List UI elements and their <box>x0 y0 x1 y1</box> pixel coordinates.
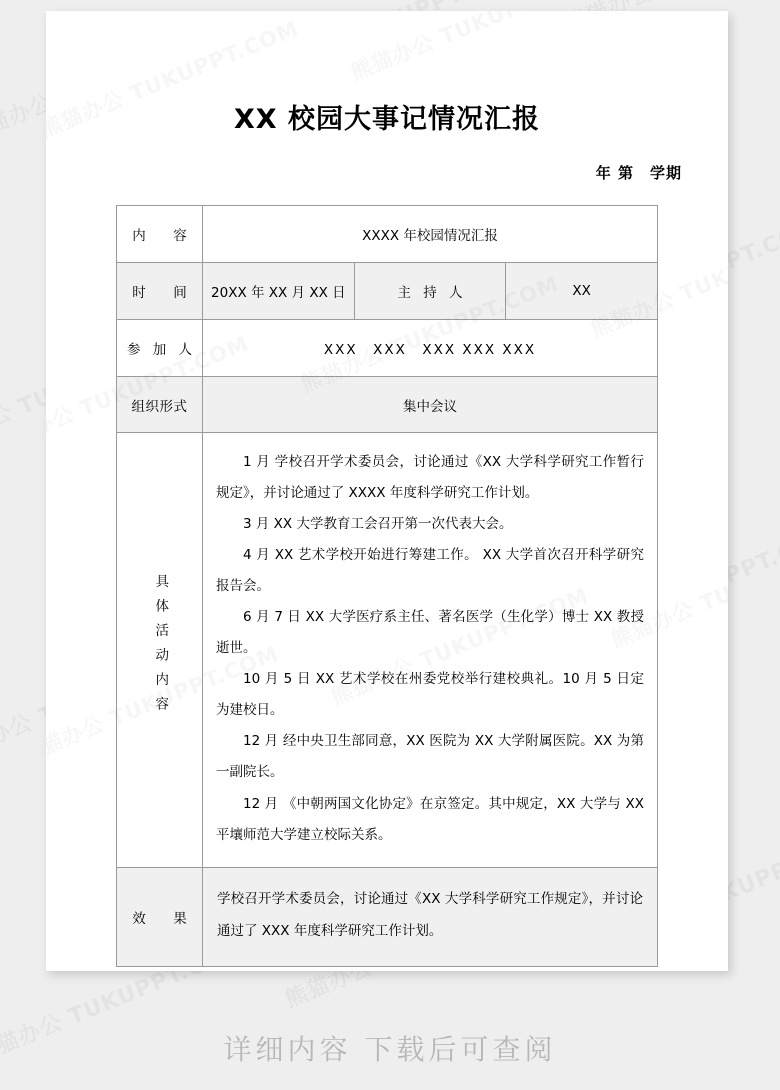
row-label-detail <box>117 433 203 868</box>
row-label-host: 主 持 人 <box>354 263 506 320</box>
row-value-detail[interactable] <box>203 433 658 868</box>
watermark-text <box>346 11 613 87</box>
detail-paragraph: 10 月 5 日 XX 艺术学校在州委党校举行建校典礼。10 月 5 日定为建校日。 <box>216 671 644 719</box>
table-row-participants <box>117 320 658 377</box>
table-row-effect <box>117 867 658 966</box>
row-value-host[interactable]: XX <box>506 263 658 320</box>
row-value-organization[interactable]: 集中会议 <box>203 377 658 433</box>
page-title: XX 校园大事记情况汇报 <box>233 104 541 135</box>
detail-paragraph: 12 月 《中朝两国文化协定》在京签定。其中规定，XX 大学与 XX 平壤师范大学建立校际关系。 <box>216 795 644 843</box>
download-caption: 详细内容 下载后可查阅 <box>223 1033 557 1066</box>
term-line: 年 第 学期 <box>595 164 682 182</box>
table-row-detail <box>117 433 658 868</box>
effect-paragraph: 学校召开学术委员会，讨论通过《XX 大学科学研究工作规定》，并讨论通过了 XXX 年度科学研究工作计划。 <box>217 890 643 939</box>
detail-paragraph: 3 月 XX 大学教育工会召开第一次代表大会。 <box>243 516 513 533</box>
row-label-organization: 组织形式 <box>117 377 203 433</box>
row-label-detail-text: 具体活动内容 <box>152 574 169 722</box>
table-row-content <box>117 206 658 263</box>
report-table <box>116 205 658 967</box>
row-label-effect: 效 果 <box>117 867 203 966</box>
row-label-participants: 参 加 人 <box>117 320 203 377</box>
table-row-organization <box>117 377 658 433</box>
detail-paragraph: 1 月 学校召开学术委员会，讨论通过《XX 大学科学研究工作暂行规定》，并讨论通过了 XXXX 年度科学研究工作计划。 <box>216 454 644 502</box>
detail-paragraph: 12 月 经中央卫生部同意，XX 医院为 XX 大学附属医院。XX 为第一副院长。 <box>216 733 644 781</box>
row-value-time[interactable]: 20XX 年 XX 月 XX 日 <box>203 263 355 320</box>
row-label-content: 内 容 <box>117 206 203 263</box>
document-body <box>46 97 728 967</box>
row-value-effect[interactable] <box>203 867 658 966</box>
table-row-time <box>117 263 658 320</box>
row-value-participants[interactable]: XXX XXX XXX XXX XXX <box>203 320 658 377</box>
document-sheet <box>46 11 728 971</box>
detail-paragraph: 6 月 7 日 XX 大学医疗系主任、著名医学（生化学）博士 XX 教授逝世。 <box>216 609 644 657</box>
row-label-time: 时 间 <box>117 263 203 320</box>
row-value-content[interactable]: XXXX 年校园情况汇报 <box>203 206 658 263</box>
detail-paragraph: 4 月 XX 艺术学校开始进行筹建工作。 XX 大学首次召开科学研究报告会。 <box>216 547 644 595</box>
